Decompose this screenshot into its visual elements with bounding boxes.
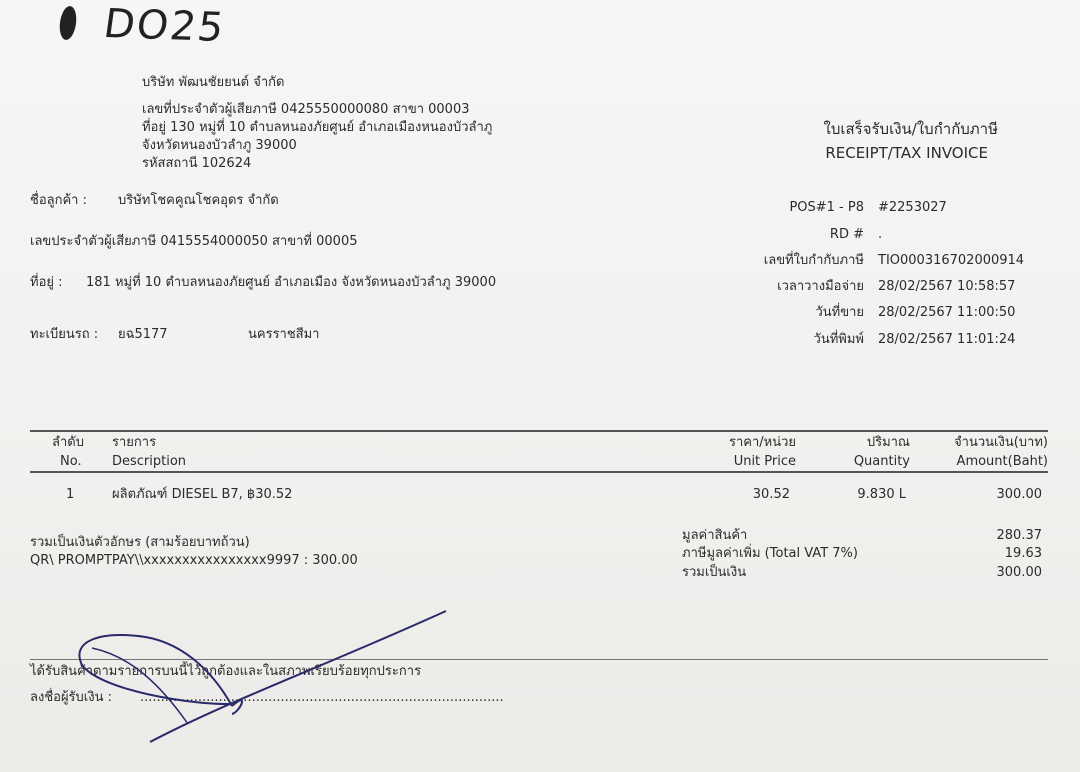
customer-address-label: ที่อยู่ : [30,275,63,290]
amount-in-words: รวมเป็นเงินตัวอักษร (สามร้อยบาทถ้วน) [30,535,250,550]
dispense-time-label: เวลาวางมือจ่าย [777,279,864,294]
pos-label: POS#1 - P8 [789,200,864,215]
print-date-value: 28/02/2567 11:01:24 [878,332,1016,347]
signature-line: ........................................................................................ [140,690,504,705]
header-desc-en: Description [112,454,187,469]
header-price-en: Unit Price [733,454,796,469]
pos-value: #2253027 [878,200,947,215]
handwritten-note: DO25 [100,0,229,52]
row-unit-price: 30.52 [752,487,790,502]
plate-number: ยฉ5177 [118,327,168,342]
sale-date-label: วันที่ขาย [815,305,864,320]
seller-name: บริษัท พัฒนชัยยนต์ จำกัด [142,75,285,90]
rd-label: RD # [829,227,864,242]
receipt-confirmation: ได้รับสินค้าตามรายการบนนี้ไว้ถูกต้องและในสภาพเรียบร้อยทุกประการ [30,664,422,679]
customer-name: บริษัทโชคคูณโชคอุดร จำกัด [118,193,279,208]
payment-line: QR\ PROMPTPAY\\xxxxxxxxxxxxxxxx9997 : 300.00 [30,553,358,568]
doc-title-en: RECEIPT/TAX INVOICE [825,144,988,162]
goods-value: 280.37 [996,528,1042,543]
header-no-th: ลำดับ [52,435,84,450]
tax-invoice-number: TIO000316702000914 [878,253,1025,268]
row-description: ผลิตภัณฑ์ DIESEL B7, ฿30.52 [112,487,293,502]
header-no-en: No. [60,454,82,469]
row-no: 1 [66,487,75,502]
total-label: รวมเป็นเงิน [682,565,747,580]
header-amount-th: จำนวนเงิน(บาท) [954,435,1048,450]
tax-invoice-label: เลขที่ใบกำกับภาษี [763,253,864,268]
header-qty-th: ปริมาณ [866,435,910,450]
doc-title-th: ใบเสร็จรับเงิน/ใบกำกับภาษี [823,120,998,138]
vat-value: 19.63 [1004,546,1042,561]
plate-province: นครราชสีมา [248,327,320,342]
total-value: 300.00 [996,565,1042,580]
seller-address-line2: จังหวัดหนองบัวลำภู 39000 [142,138,297,153]
customer-tax-id: เลขประจำตัวผู้เสียภาษี 0415554000050 สาขาที่ 00005 [30,234,358,249]
sale-date-value: 28/02/2567 11:00:50 [878,305,1016,320]
header-desc-th: รายการ [112,435,157,450]
header-price-th: ราคา/หน่วย [728,435,796,450]
dispense-time-value: 28/02/2567 10:58:57 [878,279,1016,294]
print-date-label: วันที่พิมพ์ [813,332,864,347]
seller-address-line1: ที่อยู่ 130 หมู่ที่ 10 ตำบลหนองภัยศูนย์ อำเภอเมืองหนองบัวลำภู [142,120,493,135]
seller-tax-id: เลขที่ประจำตัวผู้เสียภาษี 0425550000080 สาขา 00003 [142,102,470,117]
goods-value-label: มูลค่าสินค้า [682,528,748,543]
header-qty-en: Quantity [853,454,910,469]
header-amount-en: Amount(Baht) [956,454,1048,469]
customer-name-label: ชื่อลูกค้า : [30,193,87,208]
vat-label: ภาษีมูลค่าเพิ่ม (Total VAT 7%) [682,546,858,561]
rd-value: . [878,227,883,242]
station-code: รหัสสถานี 102624 [142,156,252,171]
signature-label: ลงชื่อผู้รับเงิน : [30,690,112,705]
row-amount: 300.00 [996,487,1042,502]
customer-address: 181 หมู่ที่ 10 ตำบลหนองภัยศูนย์ อำเภอเมือง จังหวัดหนองบัวลำภู 39000 [86,275,497,290]
row-quantity: 9.830 L [857,487,906,502]
plate-label: ทะเบียนรถ : [30,327,99,342]
